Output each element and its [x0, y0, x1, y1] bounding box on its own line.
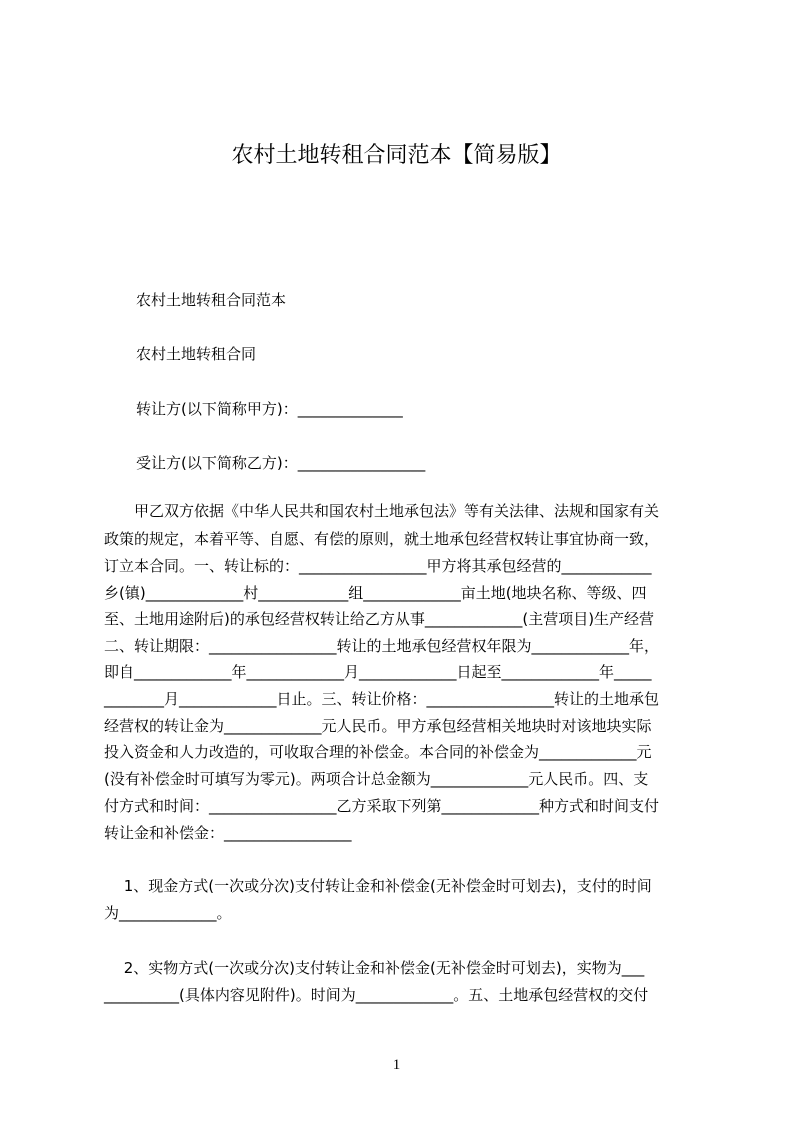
- paragraph-line: 政策的规定，本着平等、自愿、有偿的原则，就土地承包经营权转让事宜协商一致，: [104, 530, 660, 548]
- paragraph-line: 转让金和补偿金：_________________: [104, 824, 352, 842]
- page-number: 1: [392, 1057, 401, 1073]
- paragraph-line: 即自_____________年_____________月_____________日起至_____________年_____: [104, 663, 652, 681]
- heading-line-transferee: 受让方(以下简称乙方)：_________________: [136, 454, 426, 472]
- paragraph-line: (没有补偿金时可填写为零元)。两项合计总金额为_____________元人民币。四、支: [104, 770, 649, 788]
- heading-line-contract-name: 农村土地转租合同: [136, 345, 257, 363]
- paragraph-line: 二、转让期限：_________________转让的土地承包经营权年限为_____________年，: [104, 637, 660, 655]
- paragraph-line: 2、实物方式(一次或分次)支付转让金和补偿金(无补偿金时可划去)，实物为___: [104, 959, 645, 977]
- heading-line-transferor: 转让方(以下简称甲方)：______________: [136, 400, 403, 418]
- paragraph-line: 投入资金和人力改造的，可收取合理的补偿金。本合同的补偿金为_____________元: [104, 743, 652, 761]
- paragraph-line: __________(具体内容见附件)。时间为_____________。五、土地承包经营权的交付: [104, 986, 649, 1004]
- paragraph-line: 付方式和时间：_________________乙方采取下列第_____________种方式和时间支付: [104, 797, 660, 815]
- paragraph-line: 订立本合同。一、转让标的：_________________甲方将其承包经营的____________: [104, 557, 652, 575]
- paragraph-line: ________月_____________日止。三、转让价格：_________________转让的土地承包: [104, 690, 660, 708]
- paragraph-line: 乡(镇)_____________村____________组_____________亩土地(地块名称、等级、四: [104, 584, 647, 602]
- heading-line-template-name: 农村土地转租合同范本: [136, 291, 287, 309]
- paragraph-line: 为_____________。: [104, 904, 232, 922]
- page-title: 农村土地转租合同范本【简易版】: [231, 143, 562, 168]
- paragraph-line: 1、现金方式(一次或分次)支付转让金和补偿金(无补偿金时可划去)，支付的时间: [104, 877, 652, 895]
- paragraph-line: 甲乙双方依据《中华人民共和国农村土地承包法》等有关法律、法规和国家有关: [104, 502, 660, 520]
- paragraph-line: 经营权的转让金为_____________元人民币。甲方承包经营相关地块时对该地块实际: [104, 717, 652, 735]
- paragraph-line: 至、土地用途附后)的承包经营权转让给乙方从事_____________(主营项目)生产经营: [104, 610, 655, 628]
